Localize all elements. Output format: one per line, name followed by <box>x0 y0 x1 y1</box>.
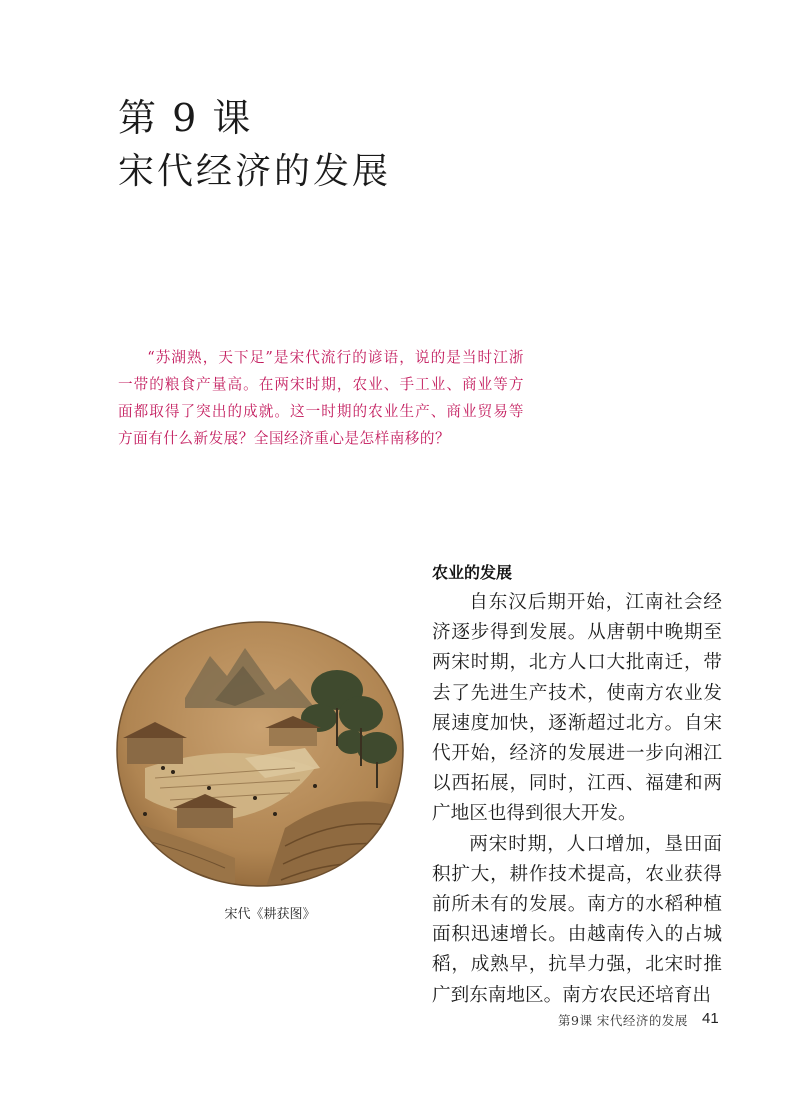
body-paragraph: 自东汉后期开始，江南社会经济逐步得到发展。从唐朝中晚期至两宋时期，北方人口大批南迁，带去了先进生产技术，使南方农业发展速度加快，逐渐超过北方。自宋代开始，经济的发展进一步向湘江以西拓展，同时，江西、福建和两广地区也得到很大开发。 <box>432 592 722 825</box>
farming-painting <box>115 618 405 890</box>
footer-lesson-label: 第9课 宋代经济的发展 <box>558 1013 688 1028</box>
intro-paragraph: “苏湖熟，天下足”是宋代流行的谚语，说的是当时江浙一带的粮食产量高。在两宋时期，农业、手工业、商业等方面都取得了突出的成就。这一时期的农业生产、商业贸易等方面有什么新发展？全国经济重心是怎样南移的？ <box>118 349 524 447</box>
section-heading: 农业的发展 <box>432 563 513 582</box>
body-paragraph: 两宋时期，人口增加，垦田面积扩大，耕作技术提高，农业获得前所未有的发展。南方的水稻种植面积迅速增长。由越南传入的占城稻，成熟早，抗旱力强，北宋时推广到东南地区。南方农民还培育出 <box>432 833 722 1006</box>
page-number: 41 <box>702 1010 719 1027</box>
lesson-number: 第 9 课 <box>118 96 253 140</box>
lesson-title: 宋代经济的发展 <box>118 151 392 192</box>
figure-caption: 宋代《耕获图》 <box>224 907 316 922</box>
body-text <box>432 588 722 1011</box>
